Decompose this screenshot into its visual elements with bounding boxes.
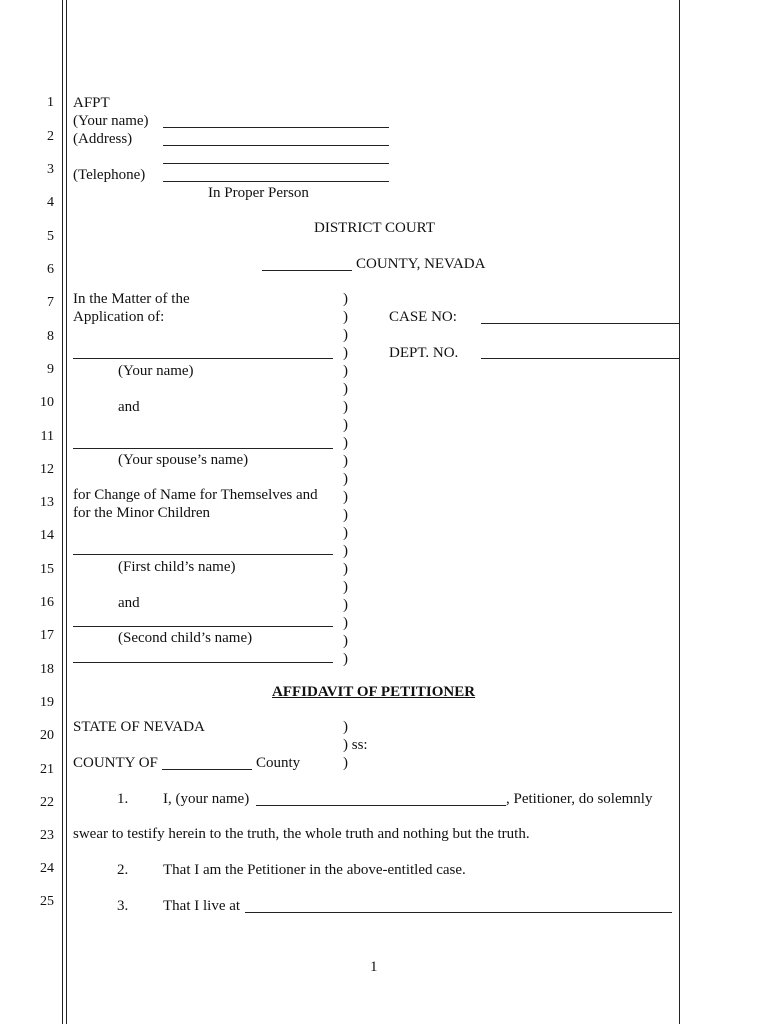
your-name-caption-field[interactable] [73,358,333,359]
first-child-label: (First child’s name) [118,559,236,575]
petitioner-name-field[interactable] [256,805,506,806]
paren: ) [343,291,348,307]
document-code: AFPT [73,95,110,111]
change-line-2: for the Minor Children [73,505,211,521]
telephone-field[interactable] [163,181,389,182]
matter-line-1: In the Matter of the [73,291,190,307]
line-number: 6 [47,262,54,277]
line-number: 20 [40,728,54,743]
paragraph-1-start: I, (your name) [163,791,250,807]
line-number: 1 [47,95,54,110]
left-margin-rule-outer [62,0,63,1024]
paren: ) [343,633,348,649]
venue-ss: ) ss: [343,737,368,753]
paren: ) [343,579,348,595]
line-number: 2 [47,129,54,144]
venue-paren-2: ) [343,755,348,771]
county-of-field[interactable] [162,769,252,770]
line-number: 8 [47,329,54,344]
line-number: 18 [40,662,54,677]
line-number: 4 [47,195,54,210]
line-number: 19 [40,695,54,710]
paren: ) [343,597,348,613]
county-of-label: COUNTY OF [73,755,158,771]
case-no-label: CASE NO: [389,309,457,325]
caption-bottom-rule [73,662,333,663]
page-number: 1 [370,959,378,975]
your-name-caption-label: (Your name) [118,363,194,379]
line-number: 16 [40,595,54,610]
line-number: 24 [40,861,54,876]
paragraph-1-continued: swear to testify herein to the truth, the whole truth and nothing but the truth. [73,826,530,842]
paren: ) [343,561,348,577]
address-field-2[interactable] [163,163,389,164]
spouse-name-label: (Your spouse’s name) [118,452,249,468]
line-number: 9 [47,362,54,377]
paragraph-3-text: That I live at [163,898,241,914]
dept-no-label: DEPT. NO. [389,345,459,361]
paren: ) [343,543,348,559]
paragraph-1-end: , Petitioner, do solemnly [506,791,653,807]
change-line-1: for Change of Name for Themselves and [73,487,318,503]
line-number: 3 [47,162,54,177]
paren: ) [343,453,348,469]
line-number: 22 [40,795,54,810]
paren: ) [343,363,348,379]
left-margin-rule-inner [66,0,67,1024]
county-nevada-label: COUNTY, NEVADA [356,256,486,272]
line-number: 5 [47,229,54,244]
venue-paren-1: ) [343,719,348,735]
paren: ) [343,435,348,451]
line-number: 17 [40,628,54,643]
proper-person-label: In Proper Person [208,185,309,201]
second-child-field[interactable] [73,626,333,627]
residence-address-field[interactable] [245,912,672,913]
line-number: 21 [40,762,54,777]
paren: ) [343,615,348,631]
paren: ) [343,471,348,487]
and-label-2: and [118,595,140,611]
line-number: 7 [47,295,54,310]
paragraph-2-number: 2. [117,862,129,878]
paren: ) [343,489,348,505]
county-name-field[interactable] [262,270,352,271]
paren: ) [343,309,348,325]
affidavit-title: AFFIDAVIT OF PETITIONER [272,684,476,700]
telephone-label: (Telephone) [73,167,146,183]
case-no-field[interactable] [481,323,679,324]
paragraph-3-number: 3. [117,898,129,914]
line-number: 25 [40,894,54,909]
line-number: 10 [40,395,54,410]
address-label: (Address) [73,131,133,147]
first-child-field[interactable] [73,554,333,555]
right-margin-rule [679,0,680,1024]
paragraph-1-number: 1. [117,791,129,807]
line-number: 11 [40,429,54,444]
and-label-1: and [118,399,140,415]
line-number: 15 [40,562,54,577]
spouse-name-field[interactable] [73,448,333,449]
paren: ) [343,381,348,397]
line-number: 12 [40,462,54,477]
paren: ) [343,507,348,523]
paren: ) [343,417,348,433]
county-suffix-label: County [256,755,301,771]
paren: ) [343,399,348,415]
paren: ) [343,345,348,361]
paren: ) [343,327,348,343]
paren: ) [343,651,348,667]
line-number: 14 [40,528,54,543]
your-name-field[interactable] [163,127,389,128]
line-number: 23 [40,828,54,843]
matter-line-2: Application of: [73,309,165,325]
second-child-label: (Second child’s name) [118,630,253,646]
address-field-1[interactable] [163,145,389,146]
court-title: DISTRICT COURT [314,220,435,236]
paragraph-2-text: That I am the Petitioner in the above-entitled case. [163,862,466,878]
state-label: STATE OF NEVADA [73,719,205,735]
dept-no-field[interactable] [481,358,679,359]
your-name-label: (Your name) [73,113,149,129]
line-number: 13 [40,495,54,510]
paren: ) [343,525,348,541]
